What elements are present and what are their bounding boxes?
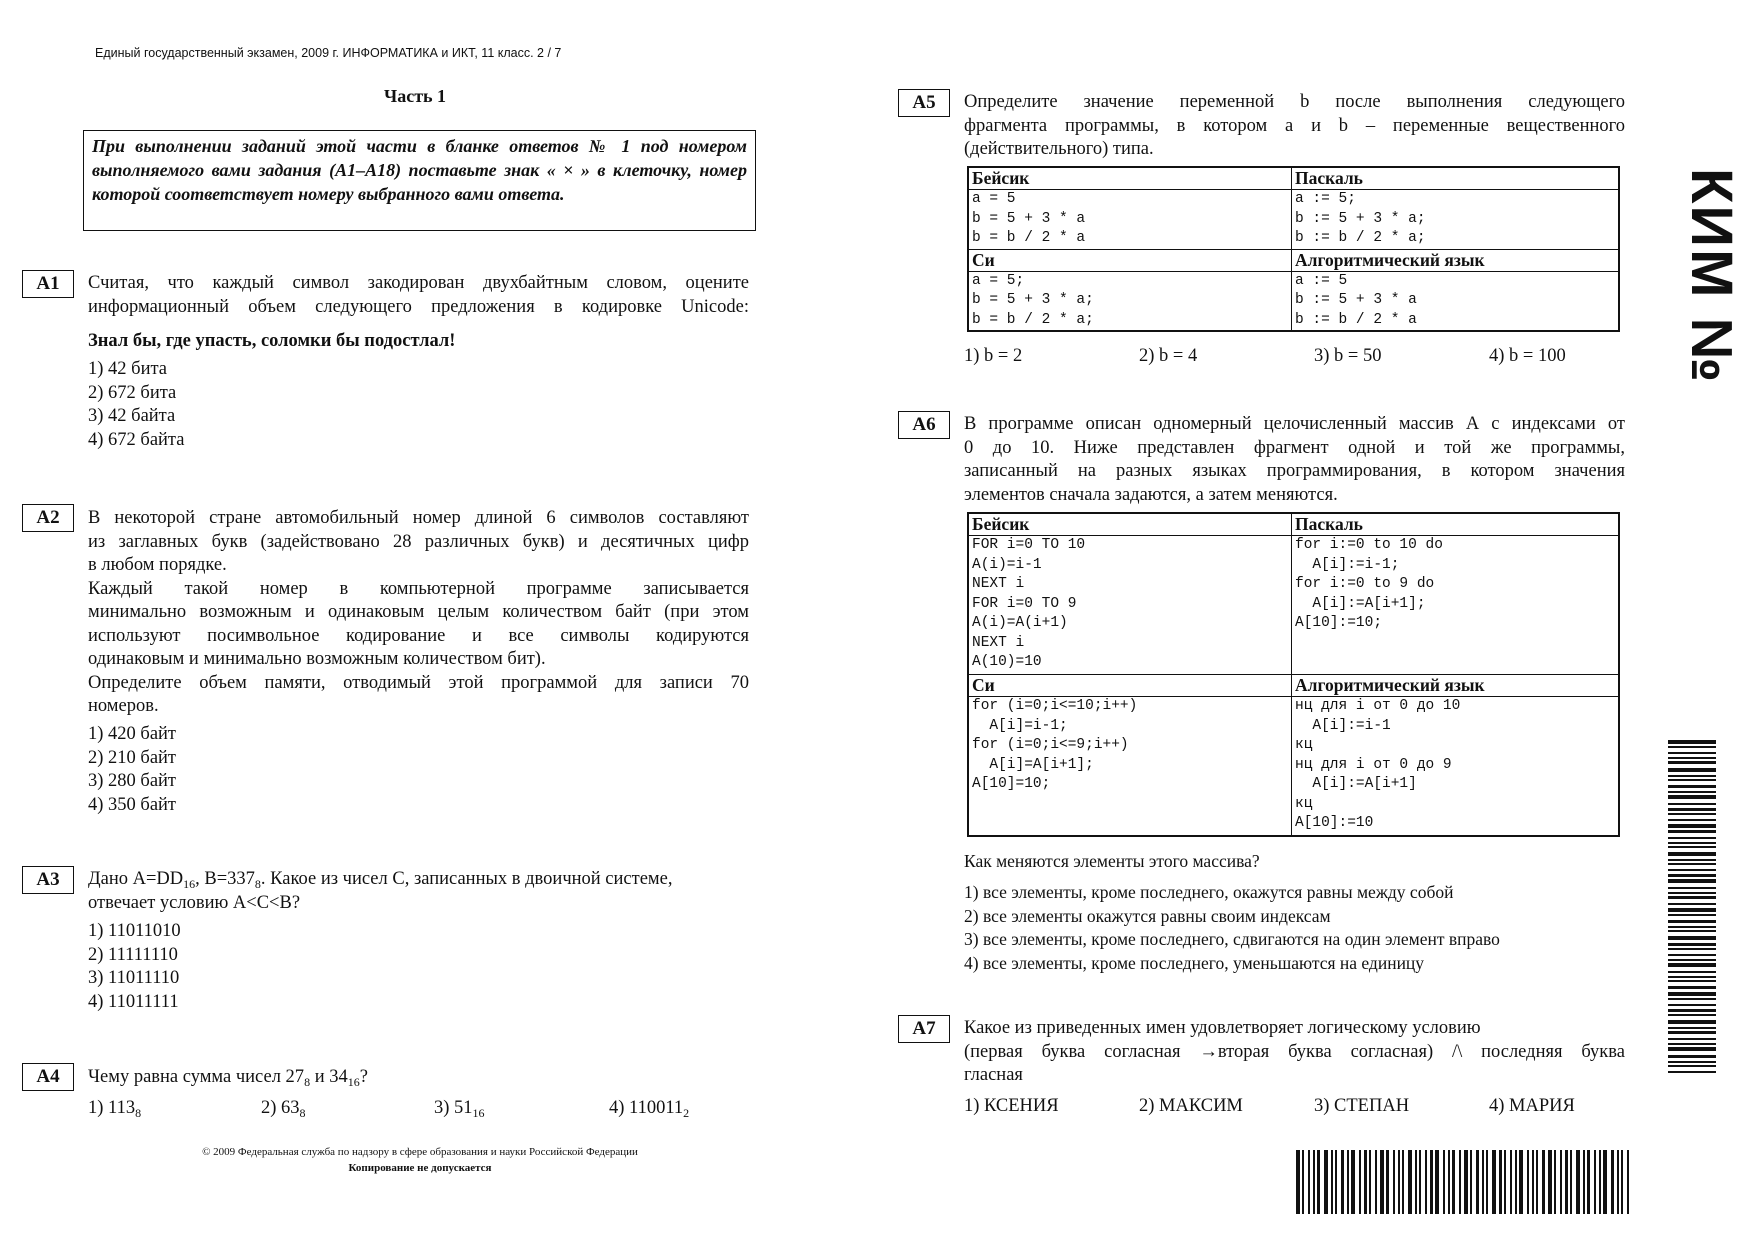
barcode-bar	[1369, 1150, 1371, 1214]
a3-text: Дано A=DD	[88, 869, 184, 889]
a4-sub: 8	[299, 1106, 306, 1120]
a4-option[interactable]	[88, 1097, 141, 1126]
barcode-bar	[1668, 971, 1716, 973]
a2-line: Определите объем памяти, отводимый этой программой для записи 70	[88, 672, 749, 693]
barcode-bar	[1668, 980, 1716, 982]
a6-header-pascal: Паскаль	[1292, 513, 1620, 536]
a6-header-basic: Бейсик	[968, 513, 1292, 536]
a3-option[interactable]: 3) 11011110	[88, 968, 180, 988]
barcode-bar	[1668, 1020, 1716, 1024]
barcode-bar	[1317, 1150, 1320, 1214]
barcode-bar	[1375, 1150, 1377, 1214]
a6-option[interactable]: 2) все элементы окажутся равны своим индексам	[964, 905, 1331, 926]
barcode-bar	[1668, 752, 1716, 754]
vertical-barcode	[1668, 740, 1716, 1080]
barcode-bar	[1668, 837, 1716, 839]
a2-line: В некоторой стране автомобильный номер длиной 6 символов составляют	[88, 508, 749, 528]
a2-line: в любом порядке.	[88, 555, 227, 575]
a7-option[interactable]: 3) СТЕПАН	[1314, 1096, 1410, 1116]
barcode-bar	[1560, 1150, 1562, 1214]
a7-option[interactable]: 1) КСЕНИЯ	[964, 1096, 1059, 1116]
question-label-a1: А1	[22, 270, 74, 298]
a1-options	[88, 358, 184, 452]
a6-line: 0 до 10. Ниже представлен фрагмент одной и той же программы,	[964, 437, 1625, 458]
a4-option-text: 2) 63	[261, 1098, 300, 1118]
barcode-bar	[1668, 879, 1716, 883]
barcode-bar	[1504, 1150, 1506, 1214]
barcode-bar	[1668, 1055, 1716, 1058]
barcode-bar	[1668, 795, 1716, 799]
a6-text	[964, 413, 1625, 507]
barcode-bar	[1668, 830, 1716, 833]
a6-code-alg: нц для i от 0 до 10 A[i]:=i-1 кц нц для i от 0 до 9 A[i]:=A[i+1] кц A[10]:=10	[1292, 697, 1620, 837]
a3-text: , B=337	[195, 869, 255, 889]
barcode-bar	[1617, 1150, 1619, 1214]
barcode-bar	[1351, 1150, 1355, 1214]
barcode-bar	[1668, 998, 1716, 1000]
a4-sub: 8	[135, 1106, 142, 1120]
barcode-bar	[1668, 943, 1716, 946]
barcode-bar	[1668, 976, 1716, 978]
a6-code-pascal: for i:=0 to 10 do A[i]:=i-1; for i:=0 to 9 do A[i]:=A[i+1]; A[10]:=10;	[1292, 536, 1620, 675]
barcode-bar	[1668, 761, 1716, 764]
a6-line: В программе описан одномерный целочисленный массив А с индексами от	[964, 414, 1625, 434]
a6-option[interactable]: 1) все элементы, кроме последнего, окажутся равны между собой	[964, 882, 1454, 902]
a4-sub: 2	[683, 1106, 690, 1120]
a2-options	[88, 723, 176, 817]
a5-code-table	[967, 166, 1620, 332]
barcode-bar	[1668, 791, 1716, 793]
a4-text: Чему равна сумма чисел 27	[88, 1067, 305, 1087]
barcode-bar	[1347, 1150, 1349, 1214]
barcode-bar	[1313, 1150, 1315, 1214]
copyright-footer	[120, 1144, 720, 1176]
barcode-bar	[1668, 959, 1716, 961]
a5-code-c: a = 5; b = 5 + 3 * a; b = b / 2 * a;	[968, 271, 1292, 331]
barcode-bar	[1668, 914, 1716, 916]
a6-question: Как меняются элементы этого массива?	[964, 851, 1260, 871]
a5-option[interactable]: 1) b = 2	[964, 346, 1023, 366]
a4-text: ?	[359, 1067, 368, 1087]
a2-text	[88, 507, 749, 719]
a5-code-alg: a := 5 b := 5 + 3 * a b := b / 2 * a	[1292, 271, 1620, 331]
barcode-bar	[1668, 992, 1716, 996]
barcode-bar	[1668, 1031, 1716, 1034]
a6-options	[964, 881, 1500, 975]
a4-option[interactable]	[261, 1097, 306, 1126]
barcode-bar	[1668, 896, 1716, 899]
barcode-bar	[1668, 842, 1716, 844]
barcode-bar	[1668, 887, 1716, 889]
barcode-bar	[1398, 1150, 1400, 1214]
a4-option[interactable]	[609, 1097, 689, 1126]
barcode-bar	[1364, 1150, 1367, 1214]
barcode-bar	[1324, 1150, 1328, 1214]
a5-header-basic: Бейсик	[968, 167, 1292, 190]
barcode-bar	[1435, 1150, 1439, 1214]
a1-option[interactable]: 3) 42 байта	[88, 406, 176, 426]
barcode-bar	[1519, 1150, 1523, 1214]
a5-header-c: Си	[968, 249, 1292, 271]
a6-line: записанный на разных языках программирования, в котором значения	[964, 461, 1625, 481]
a6-code-basic: FOR i=0 TO 10 A(i)=i-1 NEXT i FOR i=0 TO 9 A(i)=A(i+1) NEXT i A(10)=10	[968, 536, 1292, 675]
barcode-bar	[1548, 1150, 1552, 1214]
barcode-bar	[1668, 813, 1716, 815]
a5-text	[964, 91, 1625, 162]
page-header: Единый государственный экзамен, 2009 г. ИНФОРМАТИКА и ИКТ, 11 класс. 2 / 7	[95, 46, 562, 60]
a3-option[interactable]: 1) 11011010	[88, 921, 181, 941]
barcode-bar	[1536, 1150, 1538, 1214]
a2-option[interactable]: 2) 210 байт	[88, 747, 177, 768]
barcode-bar	[1583, 1150, 1585, 1214]
a5-header-pascal: Паскаль	[1292, 167, 1620, 190]
barcode-bar	[1459, 1150, 1461, 1214]
a4-option[interactable]	[434, 1097, 485, 1126]
question-label-a6: А6	[898, 411, 950, 439]
question-label-a2: А2	[22, 504, 74, 532]
a2-option[interactable]: 4) 350 байт	[88, 794, 177, 815]
barcode-bar	[1668, 1047, 1716, 1051]
question-label-a7: А7	[898, 1015, 950, 1043]
instruction-box: При выполнении заданий этой части в бланке ответов № 1 под номером выполняемого вами задания (А1–А18) поставьте знак « × » в клеточку, номер которой соответствует номеру выбранного вами ответа.	[83, 130, 756, 231]
a1-option[interactable]: 1) 42 бита	[88, 359, 167, 379]
barcode-bar	[1668, 986, 1716, 989]
barcode-bar	[1482, 1150, 1484, 1214]
a5-line: фрагмента программы, в котором a и b – переменные вещественного	[964, 115, 1625, 136]
a3-options	[88, 920, 181, 1014]
a4-sub: 16	[347, 1075, 360, 1089]
a1-line-2: информационный объем следующего предложения в кодировке Unicode:	[88, 297, 749, 317]
copyright-notice: Копирование не допускается	[348, 1162, 492, 1174]
barcode-bar	[1621, 1150, 1623, 1214]
barcode-bar	[1627, 1150, 1629, 1214]
barcode-bar	[1532, 1150, 1534, 1214]
barcode-bar	[1430, 1150, 1433, 1214]
barcode-bar	[1668, 954, 1716, 956]
barcode-bar	[1380, 1150, 1384, 1214]
barcode-bar	[1499, 1150, 1502, 1214]
horizontal-barcode	[1296, 1150, 1632, 1214]
a7-option[interactable]: 2) МАКСИМ	[1139, 1096, 1243, 1116]
barcode-bar	[1542, 1150, 1545, 1214]
barcode-bar	[1302, 1150, 1304, 1214]
a7-text	[964, 1017, 1625, 1088]
barcode-bar	[1425, 1150, 1427, 1214]
barcode-bar	[1668, 1004, 1716, 1006]
a1-option[interactable]: 2) 672 бита	[88, 382, 177, 403]
barcode-bar	[1296, 1150, 1300, 1214]
a4-text: и 34	[310, 1067, 348, 1087]
a4-sub: 16	[472, 1106, 485, 1120]
copyright-line: © 2009 Федеральная служба по надзору в сфере образования и науки Российской Федерации	[202, 1146, 638, 1158]
barcode-bar	[1668, 775, 1716, 777]
barcode-bar	[1668, 1043, 1716, 1045]
barcode-bar	[1668, 963, 1716, 967]
barcode-bar	[1668, 1061, 1716, 1063]
barcode-bar	[1668, 920, 1716, 923]
a4-question	[88, 1066, 368, 1095]
question-label-a4: А4	[22, 1063, 74, 1091]
barcode-bar	[1594, 1150, 1596, 1214]
barcode-bar	[1668, 852, 1716, 856]
a2-line: из заглавных букв (задействовано 28 различных букв) и десятичных цифр	[88, 531, 749, 552]
barcode-bar	[1492, 1150, 1496, 1214]
a3-sub: 16	[183, 877, 196, 891]
a5-option[interactable]: 3) b = 50	[1314, 346, 1382, 366]
a3-option[interactable]: 2) 11111110	[88, 944, 178, 965]
barcode-bar	[1668, 936, 1716, 940]
barcode-bar	[1668, 779, 1716, 781]
a1-option[interactable]: 4) 672 байта	[88, 429, 185, 450]
barcode-bar	[1668, 908, 1716, 912]
a5-code-pascal: a := 5; b := 5 + 3 * a; b := b / 2 * a;	[1292, 190, 1620, 250]
a6-code-table	[967, 512, 1620, 837]
barcode-bar	[1486, 1150, 1488, 1214]
barcode-bar	[1415, 1150, 1417, 1214]
a5-option[interactable]: 4) b = 100	[1489, 346, 1566, 366]
barcode-bar	[1668, 746, 1716, 748]
barcode-bar	[1570, 1150, 1572, 1214]
barcode-bar	[1359, 1150, 1361, 1214]
a4-option-text: 3) 51	[434, 1098, 473, 1118]
a1-phrase: Знал бы, где упасть, соломки бы подостлал!	[88, 331, 456, 351]
a2-line: Каждый такой номер в компьютерной программе записывается	[88, 578, 749, 599]
a2-option[interactable]: 3) 280 байт	[88, 771, 177, 791]
question-label-a5: А5	[898, 89, 950, 117]
a6-option[interactable]: 4) все элементы, кроме последнего, уменьшаются на единицу	[964, 952, 1425, 973]
barcode-bar	[1470, 1150, 1472, 1214]
barcode-bar	[1668, 768, 1716, 772]
a4-option-text: 4) 110011	[609, 1098, 684, 1118]
a6-line: элементов сначала задаются, а затем меняются.	[964, 484, 1338, 505]
barcode-bar	[1443, 1150, 1445, 1214]
barcode-bar	[1668, 1014, 1716, 1016]
a5-header-alg: Алгоритмический язык	[1292, 249, 1620, 271]
a7-line: (первая буква согласная →вторая буква согласная) /\ последняя буква	[964, 1041, 1625, 1062]
barcode-bar	[1611, 1150, 1614, 1214]
a4-sub: 8	[304, 1075, 311, 1089]
a5-line: Определите значение переменной b после выполнения следующего	[964, 92, 1625, 112]
barcode-bar	[1668, 846, 1716, 848]
a2-line: номеров.	[88, 696, 159, 716]
barcode-bar	[1448, 1150, 1450, 1214]
barcode-bar	[1476, 1150, 1479, 1214]
a7-option[interactable]: 4) МАРИЯ	[1489, 1096, 1575, 1116]
barcode-bar	[1668, 740, 1716, 744]
a7-line: Какое из приведенных имен удовлетворяет логическому условию	[964, 1018, 1481, 1038]
a4-option-text: 1) 113	[88, 1098, 136, 1118]
barcode-bar	[1308, 1150, 1310, 1214]
a2-line: используют посимвольное кодирование и все символы кодируются	[88, 625, 749, 646]
a3-sub: 8	[254, 877, 261, 891]
barcode-bar	[1668, 926, 1716, 928]
barcode-bar	[1341, 1150, 1344, 1214]
barcode-bar	[1335, 1150, 1337, 1214]
barcode-bar	[1668, 757, 1716, 759]
barcode-bar	[1668, 1065, 1716, 1067]
barcode-bar	[1668, 930, 1716, 932]
a2-option[interactable]: 1) 420 байт	[88, 724, 177, 744]
barcode-bar	[1576, 1150, 1580, 1214]
barcode-bar	[1668, 874, 1716, 877]
a7-line: гласная	[964, 1065, 1023, 1085]
barcode-bar	[1668, 1009, 1716, 1012]
barcode-bar	[1668, 1071, 1716, 1073]
barcode-bar	[1668, 1038, 1716, 1040]
barcode-bar	[1668, 863, 1716, 865]
a5-line: (действительного) типа.	[964, 139, 1154, 159]
a3-line-2: отвечает условию A<C<B?	[88, 893, 301, 913]
barcode-bar	[1527, 1150, 1529, 1214]
barcode-bar	[1386, 1150, 1389, 1214]
barcode-bar	[1668, 1027, 1716, 1029]
barcode-bar	[1668, 948, 1716, 950]
a6-header-alg: Алгоритмический язык	[1292, 675, 1620, 697]
barcode-bar	[1464, 1150, 1468, 1214]
a2-line: одинаковым и минимально возможным количеством бит).	[88, 649, 546, 669]
barcode-bar	[1452, 1150, 1455, 1214]
barcode-bar	[1565, 1150, 1568, 1214]
barcode-bar	[1668, 824, 1716, 828]
a5-code-basic: a = 5 b = 5 + 3 * a b = b / 2 * a	[968, 190, 1292, 250]
barcode-bar	[1668, 803, 1716, 805]
barcode-bar	[1393, 1150, 1395, 1214]
barcode-bar	[1668, 859, 1716, 861]
barcode-bar	[1603, 1150, 1607, 1214]
barcode-bar	[1515, 1150, 1517, 1214]
kim-number-label: КИМ №	[1679, 168, 1744, 385]
a6-code-c: for (i=0;i<=10;i++) A[i]=i-1; for (i=0;i<=9;i++) A[i]=A[i+1]; A[10]=10;	[968, 697, 1292, 837]
barcode-bar	[1402, 1150, 1404, 1214]
barcode-bar	[1668, 903, 1716, 905]
a3-option[interactable]: 4) 11011111	[88, 991, 179, 1012]
barcode-bar	[1510, 1150, 1512, 1214]
part-title: Часть 1	[384, 86, 447, 106]
a6-header-c: Си	[968, 675, 1292, 697]
barcode-bar	[1668, 785, 1716, 788]
barcode-bar	[1668, 808, 1716, 811]
barcode-bar	[1668, 869, 1716, 871]
barcode-bar	[1408, 1150, 1412, 1214]
barcode-bar	[1419, 1150, 1421, 1214]
barcode-bar	[1331, 1150, 1333, 1214]
barcode-bar	[1599, 1150, 1601, 1214]
a5-option[interactable]: 2) b = 4	[1139, 346, 1198, 366]
barcode-bar	[1668, 892, 1716, 894]
a6-option[interactable]: 3) все элементы, кроме последнего, сдвигаются на один элемент вправо	[964, 929, 1500, 949]
barcode-bar	[1554, 1150, 1556, 1214]
a1-line-1: Считая, что каждый символ закодирован двухбайтным словом, оцените	[88, 273, 749, 293]
barcode-bar	[1587, 1150, 1590, 1214]
a3-text: . Какое из чисел С, записанных в двоичной системе,	[260, 869, 673, 889]
a2-line: минимально возможным и одинаковым целым количеством байт (при этом	[88, 602, 749, 622]
question-label-a3: А3	[22, 866, 74, 894]
barcode-bar	[1668, 819, 1716, 821]
